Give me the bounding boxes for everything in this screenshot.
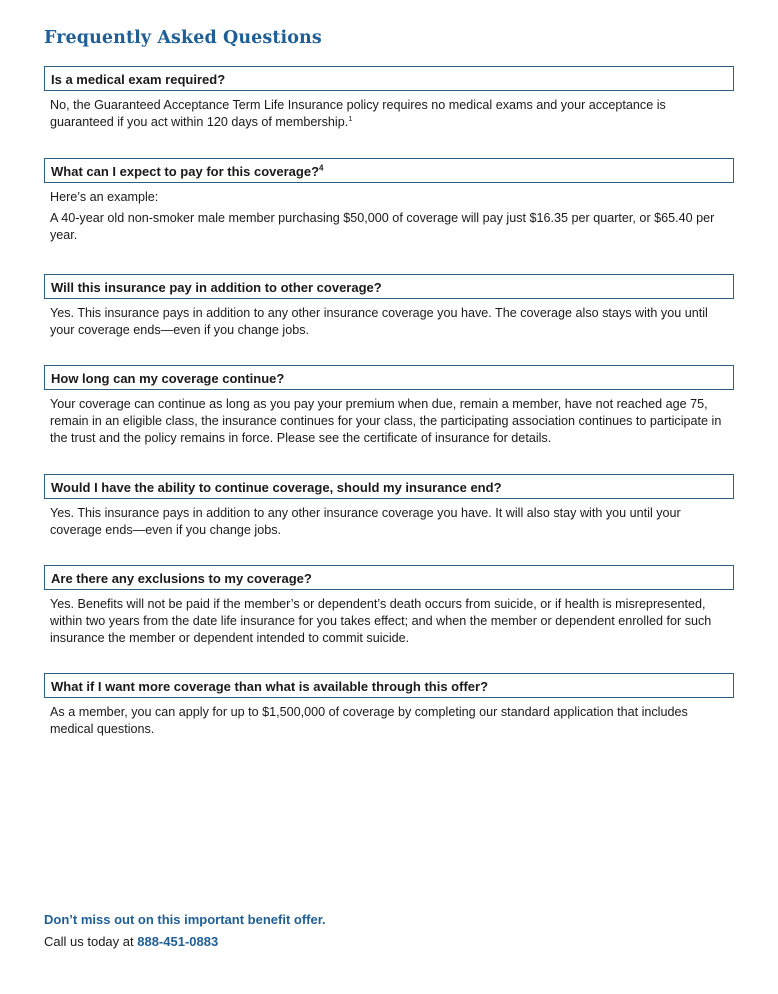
footer xyxy=(44,912,326,949)
faq-answer xyxy=(44,698,734,738)
faq-answer xyxy=(44,590,734,673)
faq-item-continue-coverage xyxy=(44,474,734,565)
faq-question: How long can my coverage continue? xyxy=(44,365,734,390)
footnote-marker: 1 xyxy=(348,113,353,123)
faq-answer-text: Yes. This insurance pays in addition to any other insurance coverage you have. It will also stay with you until your coverage ends—even if you change jobs. xyxy=(50,506,681,537)
faq-answer-text: As a member, you can apply for up to $1,500,000 of coverage by completing our standard application that includes medical questions. xyxy=(50,705,688,736)
faq-answer-text: Yes. This insurance pays in addition to any other insurance coverage you have. The coverage also stays with you until your coverage ends—even if you change jobs. xyxy=(50,306,708,337)
faq-question: Will this insurance pay in addition to other coverage? xyxy=(44,274,734,299)
faq-item-more-coverage xyxy=(44,673,734,738)
page-title: Frequently Asked Questions xyxy=(44,28,322,48)
faq-question: What if I want more coverage than what is available through this offer? xyxy=(44,673,734,698)
faq-item-exclusions xyxy=(44,565,734,673)
faq-answer-text: A 40-year old non-smoker male member purchasing $50,000 of coverage will pay just $16.35 per quarter, or $65.40 per year. xyxy=(50,210,715,242)
call-prefix: Call us today at xyxy=(44,934,134,949)
faq-item-coverage-duration xyxy=(44,365,734,474)
faq-question: Would I have the ability to continue coverage, should my insurance end? xyxy=(44,474,734,499)
faq-answer xyxy=(44,390,734,474)
faq-answer-text: Yes. Benefits will not be paid if the member’s or dependent’s death occurs from suicide, or if health is misrepresented, within two years from the date life insurance for you takes effect; and when the member or dependent enrolled for such insurance the member or dependent intended to commit suicide. xyxy=(50,597,712,645)
phone-number[interactable]: 888-451-0883 xyxy=(137,934,219,949)
faq-answer xyxy=(44,299,734,365)
faq-answer xyxy=(44,499,734,565)
faq-question: What can I expect to pay for this coverage?$^4$ xyxy=(44,158,734,183)
faq-answer-text: No, the Guaranteed Acceptance Term Life Insurance policy requires no medical exams and your acceptance is guaranteed if you act within 120 days of membership. xyxy=(50,98,666,129)
faq-answer xyxy=(44,183,734,274)
faq-item-additional-coverage xyxy=(44,274,734,365)
faq-item-medical-exam xyxy=(44,66,734,158)
faq-question: Are there any exclusions to my coverage? xyxy=(44,565,734,590)
faq-answer-text: Here’s an example: xyxy=(50,190,159,204)
faq-question: Is a medical exam required? xyxy=(44,66,734,91)
faq-item-cost xyxy=(44,158,734,274)
faq-answer-text: Your coverage can continue as long as you pay your premium when due, remain a member, have not reached age 75, remain in an eligible class, the insurance continues for your class, the participating association continues to participate in the trust and the policy remains in force. Please see the certificate of insurance for details. xyxy=(50,397,722,445)
faq-answer xyxy=(44,91,734,158)
cta-text: Don’t miss out on this important benefit offer. xyxy=(44,912,326,927)
faq-list xyxy=(44,66,734,738)
call-line xyxy=(44,934,326,949)
footnote-marker: 4 xyxy=(319,163,324,173)
